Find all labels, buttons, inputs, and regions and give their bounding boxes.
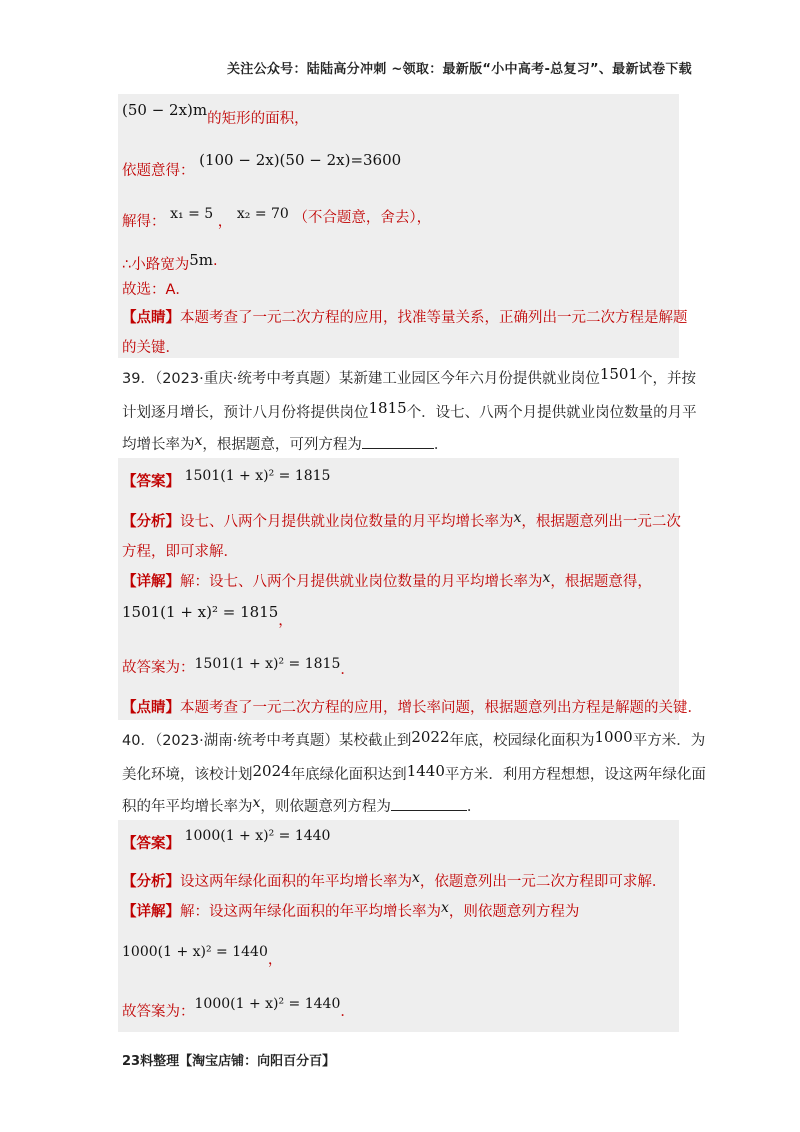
text: 的矩形的面积， xyxy=(207,111,309,127)
page-footer: 23料整理【淘宝店铺：向阳百分百】 xyxy=(122,1054,336,1069)
prev-line-4: ∴小路宽为5m. xyxy=(122,251,218,273)
text: 平方米．为 xyxy=(632,733,706,749)
solution-x2: x₂ = 70 xyxy=(236,206,289,222)
text: ， xyxy=(267,952,283,968)
text: 计划逐月增长，预计八月份将提供岗位 xyxy=(122,405,369,421)
text: 解：设七、八两个月提供就业岗位数量的月平均增长率为 xyxy=(180,574,543,590)
q40-line-3 xyxy=(122,796,481,817)
text: ． xyxy=(340,662,355,678)
q39-equation xyxy=(122,602,293,629)
final-expr: 1501(1 + x)² = 1815 xyxy=(194,656,341,672)
dianjing-tag: 【点睛】 xyxy=(122,700,180,716)
conclusion-value: 5m xyxy=(189,251,214,269)
xiangjie-tag: 【详解】 xyxy=(122,904,180,920)
answer-expr: 1501(1 + x)² = 1815 xyxy=(184,468,331,484)
q39-fenxi-1 xyxy=(122,512,681,532)
answer-blank xyxy=(391,796,467,811)
q40-fenxi xyxy=(122,872,666,892)
text: ，根据题意列出一元二次 xyxy=(521,514,681,530)
final-label: 故答案为： xyxy=(122,1004,195,1020)
text: ，依题意列出一元二次方程即可求解． xyxy=(419,874,667,890)
dianjing-text: 本题考查了一元二次方程的应用，找准等量关系，正确列出一元二次方程是解题 xyxy=(180,310,688,326)
answer-tag: 【答案】 xyxy=(122,836,180,852)
text: ，则依题意列方程为 xyxy=(260,799,391,815)
q39-line-1 xyxy=(122,365,697,389)
text: 设七、八两个月提供就业岗位数量的月平均增长率为 xyxy=(180,514,514,530)
q39-answer xyxy=(122,466,331,490)
answer-tag: 【答案】 xyxy=(122,474,180,490)
text: ． xyxy=(433,437,449,453)
comma: ， xyxy=(217,214,233,230)
page-header: 关注公众号：陆陆高分冲刺 ~领取：最新版“小中高考-总复习”、最新试卷下载 xyxy=(226,62,692,77)
prev-line-3 xyxy=(122,204,432,230)
text: 美化环境，该校计划 xyxy=(122,767,253,783)
text: 本题考查了一元二次方程的应用，增长率问题，根据题意列出方程是解题的关键． xyxy=(180,700,702,716)
q39-line-2 xyxy=(122,399,697,423)
final-expr: 1000(1 + x)² = 1440 xyxy=(194,996,341,1012)
text: 40．（2023·湖南·统考中考真题）某校截止到 xyxy=(122,733,412,749)
dianjing-tag: 【点睛】 xyxy=(122,310,180,326)
text: 平方米．利用方程想想，设这两年绿化面 xyxy=(444,767,706,783)
variable: x xyxy=(441,900,449,916)
text: ，根据题意，可列方程为 xyxy=(202,437,362,453)
number: 1501 xyxy=(599,365,639,383)
text: 个，并按 xyxy=(638,371,697,387)
equation: 1501(1 + x)² = 1815 xyxy=(122,603,279,621)
text: ，则依题意列方程为 xyxy=(448,904,580,920)
q40-xiangjie xyxy=(122,902,579,922)
number: 2024 xyxy=(252,762,291,780)
answer-expr: 1000(1 + x)² = 1440 xyxy=(184,828,331,844)
prev-dianjing-1 xyxy=(122,308,688,328)
q39-dianjing xyxy=(122,698,702,718)
fenxi-tag: 【分析】 xyxy=(122,874,180,890)
q39-fenxi-2: 方程，即可求解． xyxy=(122,544,238,560)
number: 1815 xyxy=(368,399,407,417)
q40-equation xyxy=(122,942,283,968)
fenxi-tag: 【分析】 xyxy=(122,514,180,530)
label: 依题意得： xyxy=(122,163,195,179)
q40-line-2 xyxy=(122,764,706,785)
prev-line-2 xyxy=(122,150,402,179)
text: ． xyxy=(340,1004,355,1020)
text: ， xyxy=(278,613,293,629)
q39-final xyxy=(122,654,355,678)
prev-line-1 xyxy=(122,100,309,127)
text: 均增长率为 xyxy=(122,437,195,453)
q40-line-1 xyxy=(122,730,705,751)
number: 1440 xyxy=(406,762,445,780)
text: ． xyxy=(466,799,482,815)
text: 年底，校园绿化面积为 xyxy=(449,733,595,749)
text: 个．设七、八两个月提供就业岗位数量的月平 xyxy=(406,405,697,421)
reject-note: （不合题意，舍去）， xyxy=(293,210,432,226)
q40-answer xyxy=(122,826,331,852)
q39-line-3 xyxy=(122,434,448,455)
q39-xiangjie xyxy=(122,572,652,592)
text: ，根据题意得， xyxy=(550,574,652,590)
variable: x xyxy=(412,870,420,886)
variable: x xyxy=(542,570,551,586)
math-expr: (100 − 2x)(50 − 2x)=3600 xyxy=(199,151,402,169)
text: 设这两年绿化面积的年平均增长率为 xyxy=(180,874,412,890)
solution-x1: x₁ = 5 xyxy=(170,206,214,222)
equation: 1000(1 + x)² = 1440 xyxy=(122,944,268,960)
label: 解得： xyxy=(122,214,166,230)
prev-dianjing-2: 的关键． xyxy=(122,340,180,356)
math-expr: (50 − 2x)m xyxy=(122,101,208,119)
number: 2022 xyxy=(411,728,450,746)
text: 积的年平均增长率为 xyxy=(122,799,253,815)
text: 年底绿化面积达到 xyxy=(290,767,407,783)
final-label: 故答案为： xyxy=(122,660,195,676)
q40-final xyxy=(122,994,355,1020)
variable: x xyxy=(252,795,261,811)
conclusion-text: ∴小路宽为 xyxy=(122,257,190,273)
text: 39．（2023·重庆·统考中考真题）某新建工业园区今年六月份提供就业岗位 xyxy=(122,371,600,387)
number: 1000 xyxy=(594,728,633,746)
variable: x xyxy=(513,510,522,526)
xiangjie-tag: 【详解】 xyxy=(122,574,180,590)
prev-choose: 故选：A． xyxy=(122,282,190,298)
variable: x xyxy=(194,433,203,449)
answer-blank xyxy=(362,434,434,449)
text: 解：设这两年绿化面积的年平均增长率为 xyxy=(180,904,441,920)
